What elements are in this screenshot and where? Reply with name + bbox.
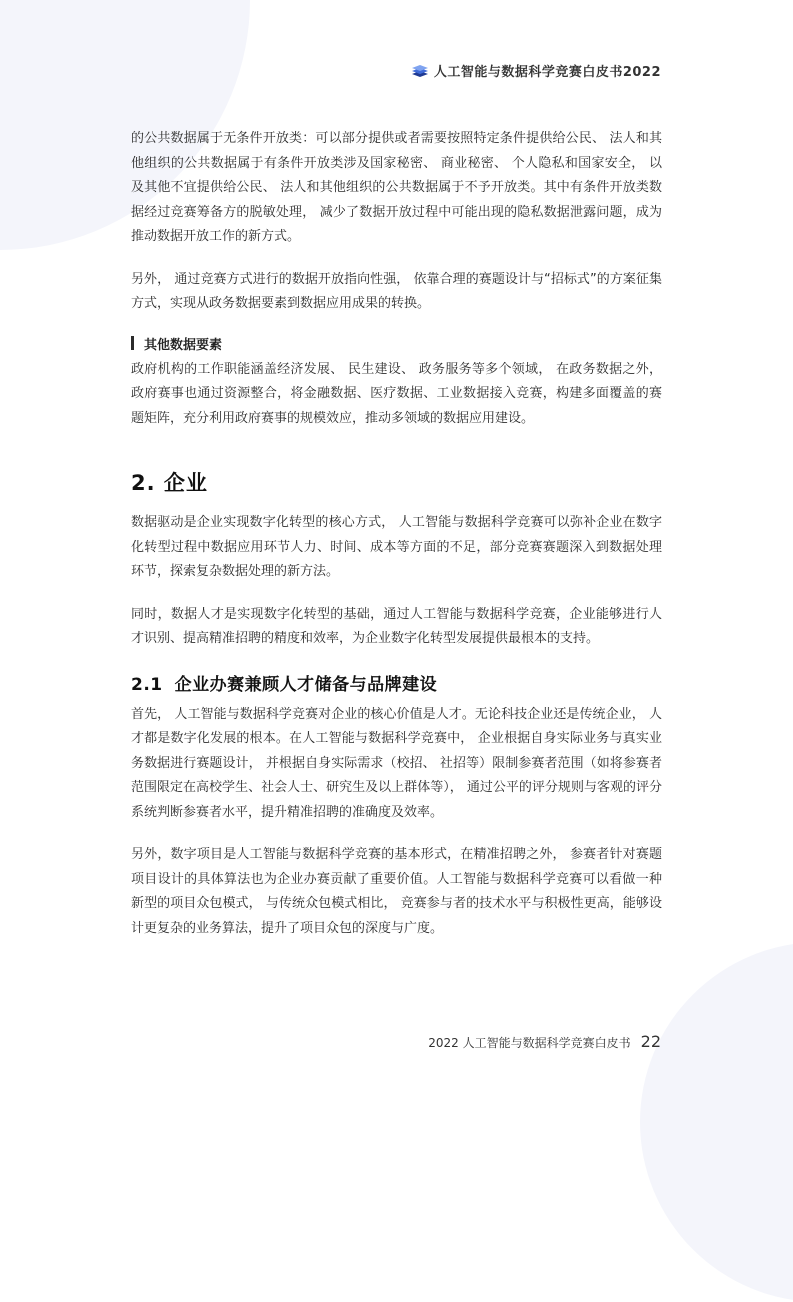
- subsection-heading-2-1: [131, 670, 662, 695]
- section-heading: 2. 企业: [131, 471, 208, 495]
- page-footer: [428, 1032, 661, 1051]
- header-title: 人工智能与数据科学竞赛白皮书2022: [433, 65, 661, 80]
- paragraph: 的公共数据属于无条件开放类：可以部分提供或者需要按照特定条件提供给公民、 法人和其他组织的公共数据属于有条件开放类涉及国家秘密、 商业秘密、 个人隐私和国家安全， 以及其他不宜提供给公民、 法人和其他组织的公共数据属于不予开放类。其中有条件开放类数据经过竞赛筹备方的脱敏处理， 减少了数据开放过程中可能出现的隐私数据泄露问题，成为推动数据开放工作的新方式。: [131, 131, 662, 244]
- decorative-circle-bottom: [640, 942, 793, 1302]
- page-header: [411, 61, 661, 80]
- paragraph: 另外， 通过竞赛方式进行的数据开放指向性强， 依靠合理的赛题设计与“招标式”的方案征集方式，实现从政务数据要素到数据应用成果的转换。: [131, 271, 662, 311]
- page-number: 22: [640, 1032, 661, 1051]
- section-title: 企业办赛兼顾人才储备与品牌建设: [174, 674, 438, 695]
- section-number: 2.1: [131, 674, 163, 695]
- paragraph: 政府机构的工作职能涵盖经济发展、 民生建设、 政务服务等多个领域， 在政务数据之外，政府赛事也通过资源整合，将金融数据、医疗数据、工业数据接入竞赛，构建多面覆盖的赛题矩阵，充分利用政府赛事的规模效应，推动多领域的数据应用建设。: [131, 361, 662, 426]
- paragraph: 同时，数据人才是实现数字化转型的基础，通过人工智能与数据科学竞赛，企业能够进行人才识别、提高精准招聘的精度和效率，为企业数字化转型发展提供最根本的支持。: [131, 606, 662, 646]
- subsection-heading: [131, 334, 662, 353]
- paragraph: 首先， 人工智能与数据科学竞赛对企业的核心价值是人才。无论科技企业还是传统企业， 人才都是数字化发展的根本。在人工智能与数据科学竞赛中， 企业根据自身实际业务与真实业务数据进行赛题设计， 并根据自身实际需求（校招、 社招等）限制参赛者范围（如将参赛者范围限定在高校学生、社会人士、研究生及以上群体等）， 通过公平的评分规则与客观的评分系统判断参赛者水平，提升精准招聘的准确度及效率。: [131, 706, 662, 820]
- paragraph: 数据驱动是企业实现数字化转型的核心方式， 人工智能与数据科学竞赛可以弥补企业在数字化转型过程中数据应用环节人力、时间、成本等方面的不足，部分竞赛赛题深入到数据处理环节，探索复杂数据处理的新方法。: [131, 515, 662, 579]
- footer-title: 2022 人工智能与数据科学竞赛白皮书: [428, 1036, 631, 1050]
- page-content: [131, 127, 662, 941]
- paragraph: 另外，数字项目是人工智能与数据科学竞赛的基本形式，在精准招聘之外， 参赛者针对赛题项目设计的具体算法也为企业办赛贡献了重要价值。人工智能与数据科学竞赛可以看做一种新型的项目众包模式， 与传统众包模式相比， 竞赛参与者的技术水平与积极性更高，能够设计更复杂的业务算法，提升了项目众包的深度与广度。: [131, 847, 662, 936]
- subsection-title: 其他数据要素: [144, 337, 223, 353]
- layers-icon: [411, 64, 429, 78]
- heading-bar: [131, 336, 134, 350]
